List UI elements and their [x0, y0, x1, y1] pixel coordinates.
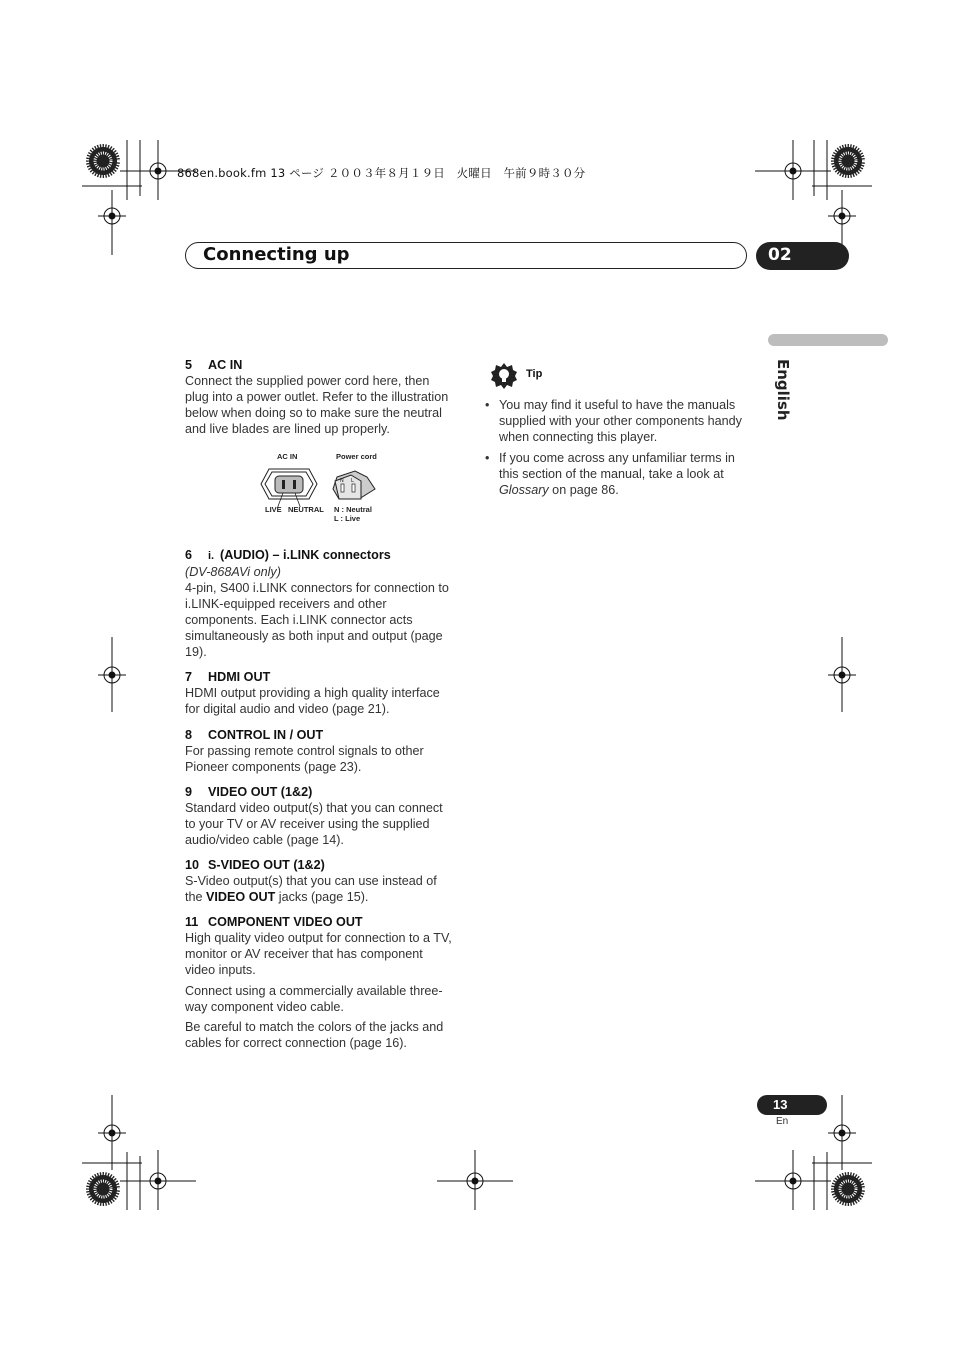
- ac-in-diagram: [185, 437, 455, 547]
- ac-socket-icon: [255, 459, 385, 507]
- section-body: For passing remote control signals to other Pioneer components (page 23).: [185, 744, 424, 774]
- page-language: En: [776, 1116, 789, 1127]
- legend-neutral: N : Neutral: [334, 505, 372, 514]
- language-tab-label: English: [774, 359, 792, 421]
- section-body: Connect using a commercially available three-way component video cable.: [185, 984, 443, 1014]
- section-heading: 9 VIDEO OUT (1&2): [185, 785, 313, 799]
- section-body: Be careful to match the colors of the jacks and cables for correct connection (page 16).: [185, 1020, 444, 1050]
- section-body: S-Video output(s) that you can use instead of the VIDEO OUT jacks (page 15).: [185, 874, 437, 904]
- tip-column: [485, 397, 747, 503]
- page-number: 13: [773, 1097, 788, 1112]
- section-body: High quality video output for connection to a TV, monitor or AV receiver that has component video inputs.: [185, 931, 452, 977]
- section-body: Connect the supplied power cord here, then plug into a power outlet. Refer to the illustration below when doing so to make sure the neutral and live blades are lined up properly.: [185, 374, 449, 436]
- section-heading: 10 S-VIDEO OUT (1&2): [185, 858, 325, 872]
- chapter-number: 02: [768, 245, 792, 265]
- plug-n-mark: N: [340, 478, 344, 484]
- plug-l-mark: L: [351, 478, 354, 484]
- legend-live: L : Live: [334, 514, 361, 523]
- ilink-icon: i.: [208, 550, 215, 562]
- section-heading: 5 AC IN: [185, 358, 243, 372]
- section-note: (DV-868AVi only): [185, 565, 281, 579]
- page-number-badge: [757, 1095, 827, 1115]
- left-column: [185, 357, 455, 1051]
- tip-item: • You may find it useful to have the manuals supplied with your other components handy when connecting this player.: [485, 397, 747, 445]
- ac-in-label: AC IN: [277, 452, 298, 461]
- file-header: 868en.book.fm 13 ページ ２００３年８月１９日 火曜日 午前９時３０分: [177, 166, 586, 180]
- section-body: 4-pin, S400 i.LINK connectors for connection to i.LINK-equipped receivers and other components. Each i.LINK connector acts simultaneously as both input and output (page 19).: [185, 581, 449, 659]
- live-label: LIVE: [265, 505, 282, 514]
- section-body: Standard video output(s) that you can connect to your TV or AV receiver using the supplied audio/video cable (page 14).: [185, 801, 443, 847]
- section-heading: 7 HDMI OUT: [185, 670, 271, 684]
- chapter-title: Connecting up: [203, 244, 350, 265]
- section-heading: 11 COMPONENT VIDEO OUT: [185, 915, 363, 929]
- section-heading: 6 i. (AUDIO) – i.LINK connectors: [185, 548, 391, 562]
- language-tab: [770, 359, 800, 429]
- language-tab-bar: [768, 334, 888, 346]
- tip-bulb-icon: [490, 362, 518, 390]
- power-cord-label: Power cord: [336, 452, 377, 461]
- tip-list: [485, 397, 747, 498]
- section-heading: 8 CONTROL IN / OUT: [185, 728, 324, 742]
- tip-heading: Tip: [526, 368, 543, 380]
- section-body: HDMI output providing a high quality interface for digital audio and video (page 21).: [185, 686, 440, 716]
- tip-item: • If you come across any unfamiliar terms in this section of the manual, take a look at Glossary on page 86.: [485, 450, 747, 498]
- neutral-label: NEUTRAL: [288, 505, 324, 514]
